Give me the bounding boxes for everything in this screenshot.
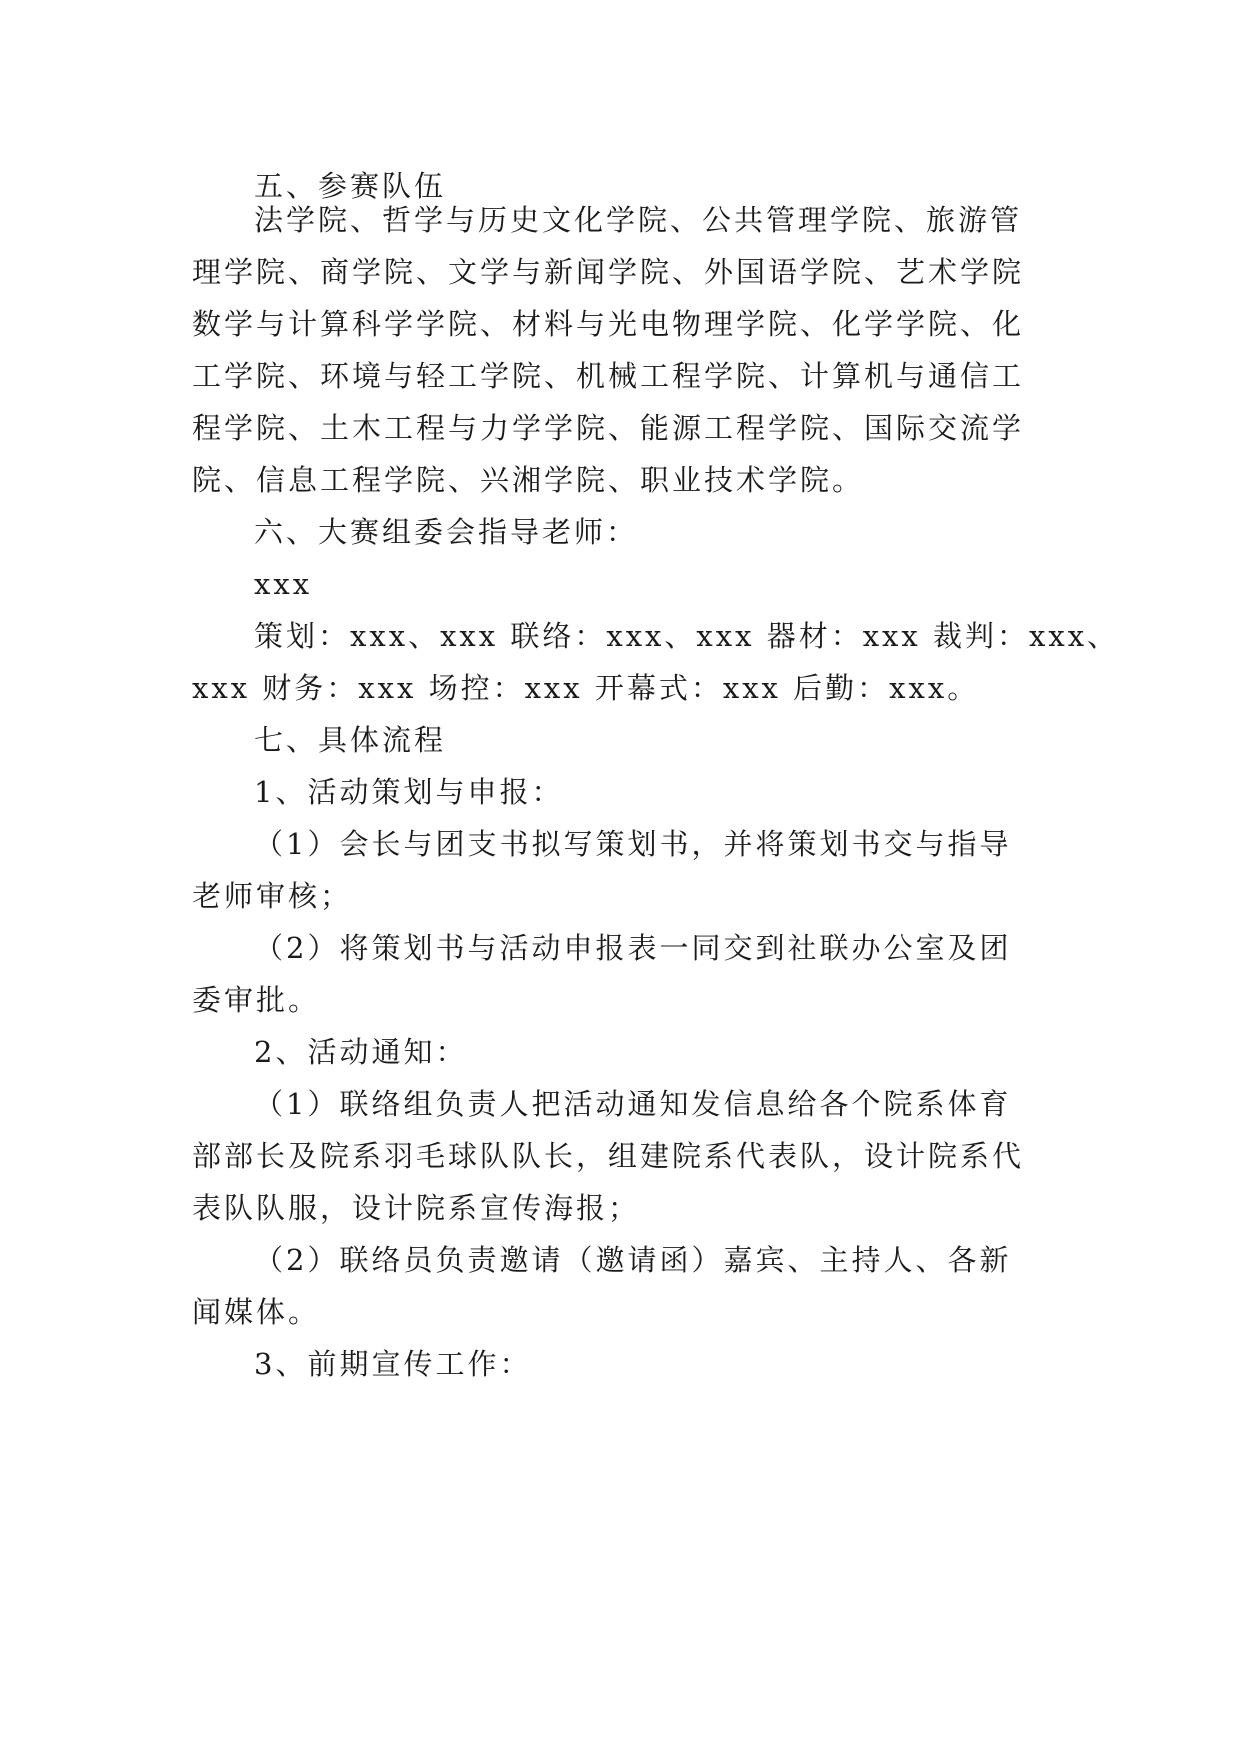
teams-paragraph-line-4: 工学院、环境与轻工学院、机械工程学院、计算机与通信工 (192, 359, 1025, 393)
step-heading-publicity: 3、前期宣传工作： (254, 1347, 532, 1381)
staff-roles-line-2: xxx 财务：xxx 场控：xxx 开幕式：xxx 后勤：xxx。 (192, 671, 980, 705)
teams-paragraph-line-3: 数学与计算科学学院、材料与光电物理学院、化学学院、化 (192, 307, 1025, 341)
staff-roles-line-1: 策划：xxx、xxx 联络：xxx、xxx 器材：xxx 裁判：xxx、 (254, 619, 1120, 653)
notification-item-2-line-2: 闻媒体。 (192, 1295, 321, 1329)
planning-item-1-line-1: （1）会长与团支书拟写策划书，并将策划书交与指导 (254, 827, 1012, 861)
teams-paragraph-line-2: 理学院、商学院、文学与新闻学院、外国语学院、艺术学院 (192, 255, 1025, 289)
planning-item-2-line-2: 委审批。 (192, 983, 321, 1017)
section-heading-process: 七、具体流程 (254, 723, 447, 757)
notification-item-1-line-2: 部部长及院系羽毛球队队长，组建院系代表队，设计院系代 (192, 1139, 1025, 1173)
teams-paragraph-line-1: 法学院、哲学与历史文化学院、公共管理学院、旅游管 (254, 203, 1023, 237)
step-heading-notification: 2、活动通知： (254, 1035, 468, 1069)
step-heading-planning: 1、活动策划与申报： (254, 775, 564, 809)
advisor-name: xxx (254, 567, 313, 601)
planning-item-1-line-2: 老师审核； (192, 879, 353, 913)
notification-item-1-line-3: 表队队服，设计院系宣传海报； (192, 1191, 641, 1225)
planning-item-2-line-1: （2）将策划书与活动申报表一同交到社联办公室及团 (254, 931, 1012, 965)
teams-paragraph-line-5: 程学院、土木工程与力学学院、能源工程学院、国际交流学 (192, 411, 1025, 445)
teams-paragraph-line-6: 院、信息工程学院、兴湘学院、职业技术学院。 (192, 463, 865, 497)
section-heading-teams: 五、参赛队伍 (254, 169, 447, 203)
notification-item-2-line-1: （2）联络员负责邀请（邀请函）嘉宾、主持人、各新 (254, 1243, 1012, 1277)
section-heading-advisors: 六、大赛组委会指导老师： (254, 515, 639, 549)
notification-item-1-line-1: （1）联络组负责人把活动通知发信息给各个院系体育 (254, 1087, 1012, 1121)
